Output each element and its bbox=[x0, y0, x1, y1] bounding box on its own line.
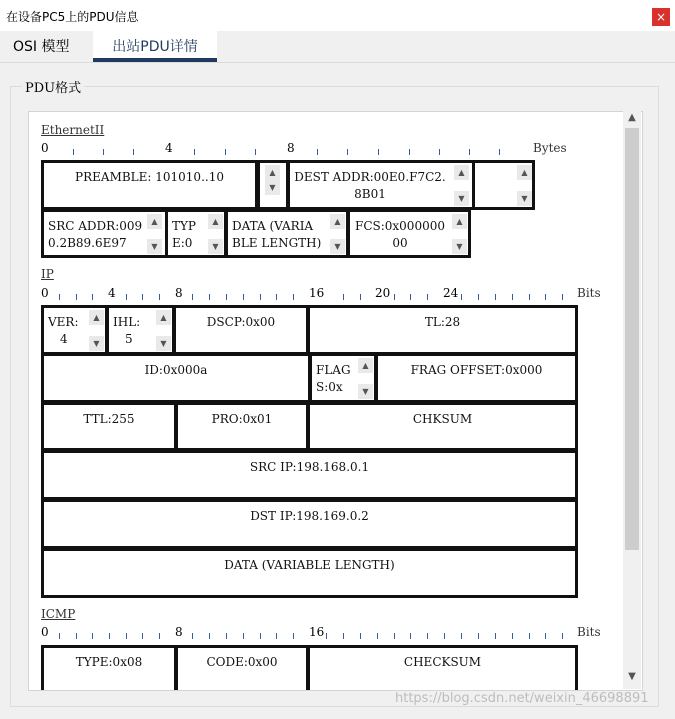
ip-ruler-unit: Bits bbox=[577, 286, 601, 300]
src-addr-field bbox=[41, 209, 168, 258]
ruler-tick bbox=[326, 633, 327, 639]
dest-addr-line2: 8B01 bbox=[354, 187, 386, 201]
ruler-tick bbox=[255, 149, 256, 155]
scroll-down-icon[interactable]: ▼ bbox=[628, 671, 636, 682]
ip-data-field bbox=[41, 548, 578, 598]
ethernet-ruler-4: 4 bbox=[165, 141, 173, 155]
ruler-tick bbox=[225, 149, 226, 155]
type-field bbox=[165, 209, 227, 258]
id-field bbox=[41, 353, 311, 403]
ruler-tick bbox=[293, 633, 294, 639]
chevron-down-icon[interactable]: ▼ bbox=[454, 191, 469, 206]
chevron-up-icon[interactable]: ▲ bbox=[452, 214, 467, 229]
sfd-field bbox=[257, 160, 289, 210]
fcs-field bbox=[347, 209, 471, 258]
ruler-tick bbox=[142, 633, 143, 639]
tab-bar bbox=[0, 31, 675, 63]
protocol-field bbox=[175, 402, 309, 451]
pdu-scroll-panel[interactable] bbox=[28, 111, 643, 691]
ruler-tick bbox=[276, 633, 277, 639]
ruler-tick bbox=[495, 294, 496, 300]
ruler-tick bbox=[427, 633, 428, 639]
dst-ip-value: DST IP:198.169.0.2 bbox=[250, 509, 369, 523]
ruler-tick bbox=[103, 149, 104, 155]
icmp-ruler-8: 8 bbox=[175, 625, 183, 639]
ver-line2: 4 bbox=[60, 332, 68, 346]
ihl-field bbox=[106, 305, 175, 355]
ruler-tick bbox=[76, 294, 77, 300]
type-line2: E:0 bbox=[172, 236, 193, 250]
dest-addr-field bbox=[287, 160, 475, 210]
ruler-tick bbox=[76, 633, 77, 639]
fcs-line2: 00 bbox=[392, 236, 408, 250]
icmp-type-field bbox=[41, 645, 177, 691]
ruler-tick bbox=[394, 294, 395, 300]
window-title: 在设备PC5上的PDU信息 bbox=[6, 10, 139, 24]
flags-line1: FLAG bbox=[316, 363, 351, 377]
data-line1: DATA (VARIA bbox=[232, 219, 314, 233]
close-button[interactable]: × bbox=[652, 8, 670, 26]
ruler-tick bbox=[461, 294, 462, 300]
dest-addr-cont-field bbox=[472, 160, 535, 210]
ip-ruler-8: 8 bbox=[175, 286, 183, 300]
ruler-tick bbox=[109, 633, 110, 639]
ruler-tick bbox=[92, 294, 93, 300]
ruler-tick bbox=[512, 294, 513, 300]
chevron-down-icon[interactable]: ▼ bbox=[208, 239, 223, 254]
ruler-tick bbox=[347, 149, 348, 155]
src-addr-line1: SRC ADDR:009 bbox=[48, 219, 143, 233]
ihl-line1: IHL: bbox=[113, 315, 141, 329]
protocol-value: PRO:0x01 bbox=[211, 412, 273, 426]
src-ip-field bbox=[41, 450, 578, 500]
dest-addr-line1: DEST ADDR:00E0.F7C2. bbox=[294, 170, 446, 184]
chevron-down-icon[interactable]: ▼ bbox=[156, 336, 171, 351]
ruler-tick bbox=[92, 633, 93, 639]
ruler-tick bbox=[545, 294, 546, 300]
icmp-ruler-unit: Bits bbox=[577, 625, 601, 639]
ruler-tick bbox=[343, 633, 344, 639]
ip-ruler-0: 0 bbox=[41, 286, 49, 300]
ip-data-value: DATA (VARIABLE LENGTH) bbox=[224, 558, 395, 572]
ruler-tick bbox=[73, 149, 74, 155]
ruler-tick bbox=[59, 633, 60, 639]
tab-outbound-pdu-details[interactable]: 出站PDU详情 bbox=[93, 31, 217, 62]
ver-line1: VER: bbox=[48, 315, 79, 329]
tl-field bbox=[307, 305, 578, 355]
ruler-tick bbox=[499, 149, 500, 155]
ihl-line2: 5 bbox=[125, 332, 133, 346]
ruler-tick bbox=[260, 294, 261, 300]
dst-ip-field bbox=[41, 499, 578, 549]
ruler-tick bbox=[512, 633, 513, 639]
ethernet-ruler-8: 8 bbox=[287, 141, 295, 155]
ruler-tick bbox=[317, 149, 318, 155]
ruler-tick bbox=[194, 149, 195, 155]
ruler-tick bbox=[159, 633, 160, 639]
ip-section-title: IP bbox=[41, 267, 54, 281]
ethernet-ruler-unit: Bytes bbox=[533, 141, 567, 155]
watermark: https://blog.csdn.net/weixin_46698891 bbox=[395, 691, 649, 706]
chevron-up-icon[interactable]: ▲ bbox=[208, 214, 223, 229]
preamble-field bbox=[41, 160, 258, 210]
dscp-value: DSCP:0x00 bbox=[206, 315, 276, 329]
ruler-tick bbox=[529, 633, 530, 639]
ruler-tick bbox=[377, 633, 378, 639]
ruler-tick bbox=[142, 294, 143, 300]
ruler-tick bbox=[343, 294, 344, 300]
tl-value: TL:28 bbox=[424, 315, 461, 329]
chevron-down-icon[interactable]: ▼ bbox=[147, 239, 162, 254]
scrollbar-thumb[interactable] bbox=[625, 128, 639, 550]
ruler-tick bbox=[478, 633, 479, 639]
ruler-tick bbox=[469, 149, 470, 155]
preamble-value: PREAMBLE: 101010..10 bbox=[75, 170, 224, 184]
ruler-tick bbox=[439, 149, 440, 155]
ruler-tick bbox=[478, 294, 479, 300]
ruler-tick bbox=[226, 294, 227, 300]
id-value: ID:0x000a bbox=[144, 363, 208, 377]
chevron-up-icon[interactable]: ▲ bbox=[454, 165, 469, 180]
chevron-up-icon[interactable]: ▲ bbox=[358, 358, 373, 373]
chksum-value: CHKSUM bbox=[412, 412, 473, 426]
ip-ruler-16: 16 bbox=[309, 286, 325, 300]
ruler-tick bbox=[410, 633, 411, 639]
icmp-ruler-0: 0 bbox=[41, 625, 49, 639]
src-ip-value: SRC IP:198.168.0.1 bbox=[249, 460, 370, 474]
ruler-tick bbox=[360, 294, 361, 300]
chevron-down-icon[interactable]: ▼ bbox=[89, 336, 104, 351]
chevron-up-icon[interactable]: ▲ bbox=[517, 165, 532, 180]
chevron-down-icon[interactable]: ▼ bbox=[517, 191, 532, 206]
icmp-checksum-field bbox=[307, 645, 578, 691]
frag-offset-field bbox=[375, 353, 578, 403]
icmp-code-value: CODE:0x00 bbox=[206, 655, 278, 669]
ethernet-ruler-0: 0 bbox=[41, 141, 49, 155]
ruler-tick bbox=[360, 633, 361, 639]
ruler-tick bbox=[192, 294, 193, 300]
type-line1: TYP bbox=[172, 219, 196, 233]
ip-ruler-4: 4 bbox=[108, 286, 116, 300]
ip-ruler-20: 20 bbox=[375, 286, 391, 300]
ruler-tick bbox=[545, 633, 546, 639]
chevron-down-icon[interactable]: ▼ bbox=[330, 239, 345, 254]
flags-line2: S:0x bbox=[316, 380, 343, 394]
pdu-format-label: PDU格式 bbox=[22, 77, 84, 96]
ruler-tick bbox=[192, 633, 193, 639]
ttl-value: TTL:255 bbox=[83, 412, 135, 426]
chevron-down-icon[interactable]: ▼ bbox=[358, 384, 373, 399]
frag-offset-value: FRAG OFFSET:0x000 bbox=[410, 363, 543, 377]
ruler-tick bbox=[59, 294, 60, 300]
ruler-tick bbox=[243, 633, 244, 639]
chevron-up-icon[interactable]: ▲ bbox=[330, 214, 345, 229]
ruler-tick bbox=[293, 294, 294, 300]
ruler-tick bbox=[226, 633, 227, 639]
ruler-tick bbox=[427, 294, 428, 300]
ruler-tick bbox=[126, 633, 127, 639]
scroll-up-icon[interactable]: ▲ bbox=[628, 112, 636, 123]
icmp-code-field bbox=[175, 645, 309, 691]
ruler-tick bbox=[495, 633, 496, 639]
chevron-up-icon[interactable]: ▲ bbox=[265, 165, 280, 180]
ruler-tick bbox=[378, 149, 379, 155]
chksum-field bbox=[307, 402, 578, 451]
data-line2: BLE LENGTH) bbox=[232, 236, 322, 250]
ruler-tick bbox=[409, 149, 410, 155]
icmp-checksum-value: CHECKSUM bbox=[403, 655, 482, 669]
ruler-tick bbox=[159, 294, 160, 300]
ruler-tick bbox=[461, 633, 462, 639]
ruler-tick bbox=[444, 633, 445, 639]
flags-field bbox=[309, 353, 377, 403]
ruler-tick bbox=[276, 294, 277, 300]
icmp-type-value: TYPE:0x08 bbox=[75, 655, 143, 669]
chevron-up-icon[interactable]: ▲ bbox=[89, 310, 104, 325]
fcs-line1: FCS:0x000000 bbox=[355, 219, 445, 233]
ruler-tick bbox=[126, 294, 127, 300]
ttl-field bbox=[41, 402, 177, 451]
ruler-tick bbox=[243, 294, 244, 300]
ruler-tick bbox=[410, 294, 411, 300]
dscp-field bbox=[173, 305, 309, 355]
ip-ruler-24: 24 bbox=[443, 286, 459, 300]
icmp-section-title: ICMP bbox=[41, 607, 76, 621]
ruler-tick bbox=[529, 294, 530, 300]
data-field bbox=[225, 209, 349, 258]
chevron-up-icon[interactable]: ▲ bbox=[156, 310, 171, 325]
ruler-tick bbox=[209, 294, 210, 300]
chevron-down-icon[interactable]: ▼ bbox=[452, 239, 467, 254]
ruler-tick bbox=[562, 633, 563, 639]
tab-osi-model[interactable]: OSI 模型 bbox=[13, 39, 70, 55]
chevron-up-icon[interactable]: ▲ bbox=[147, 214, 162, 229]
src-addr-line2: 0.2B89.6E97 bbox=[48, 236, 127, 250]
ver-field bbox=[41, 305, 108, 355]
ruler-tick bbox=[133, 149, 134, 155]
ruler-tick bbox=[394, 633, 395, 639]
chevron-down-icon[interactable]: ▼ bbox=[265, 180, 280, 195]
ruler-tick bbox=[209, 633, 210, 639]
ruler-tick bbox=[260, 633, 261, 639]
icmp-ruler-16: 16 bbox=[309, 625, 325, 639]
ethernet-section-title: EthernetII bbox=[41, 123, 105, 137]
ruler-tick bbox=[562, 294, 563, 300]
